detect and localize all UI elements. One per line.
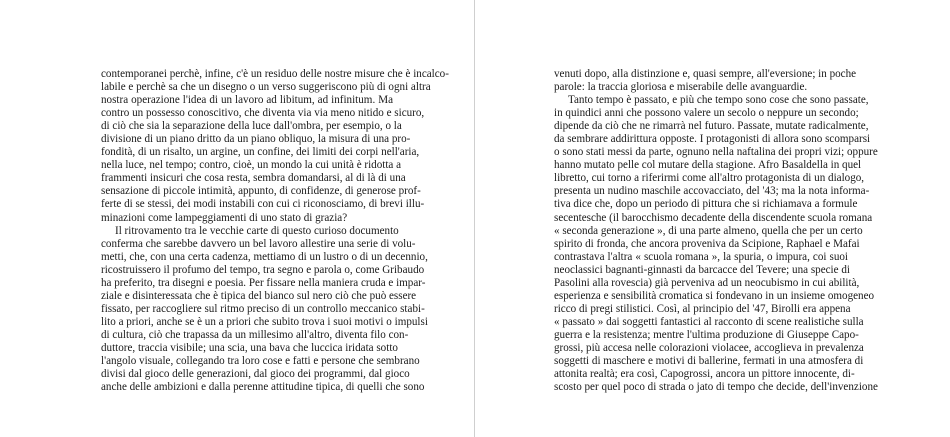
text-line: soggetti di maschere e motivi di ballerine, fermati in una atmosfera di (554, 355, 864, 368)
text-line: Pasolini alla rovescia) già perveniva ad un neocubismo in cui abilità, (554, 276, 860, 289)
text-line: l'angolo visuale, collegando tra loro cose e fatti e persone che sembrano (101, 355, 420, 368)
text-line: presenta un nudino maschile accovacciato, del '43; ma la nota informa- (554, 185, 870, 198)
text-line: dipende da ciò che ne rimarrà nel futuro. Passate, mutate radicalmente, (554, 120, 869, 133)
text-line: venuti dopo, alla distinzione e, quasi sempre, all'eversione; in poche (554, 68, 857, 80)
text-line: « seconda generazione », di una parte almeno, quella che per un certo (554, 224, 863, 237)
text-line: Tanto tempo è passato, e più che tempo sono cose che sono passate, (568, 94, 869, 107)
text-line: spirito di fronda, che ancora proveniva da Scipione, Raphael e Mafai (554, 237, 860, 250)
text-line: « passato » dai soggetti fantastici al racconto di scene realistiche sulla (554, 315, 864, 328)
text-line: parole: la traccia gloriosa e miserabile delle avanguardie. (554, 81, 808, 94)
text-line: attonita realtà; era così, Capogrossi, ancora un pittore innocente, di- (554, 368, 855, 381)
text-line: duttore, traccia visibile; una scia, una bava che luccica iridata sotto (101, 341, 398, 354)
text-line: nostra operazione l'idea di un lavoro ad libitum, ad infinitum. Ma (101, 94, 393, 107)
text-line: in quindici anni che possono valere un secolo o neppure un secondo; (554, 107, 859, 120)
text-line: divisione di un piano dritto da un piano obliquo, la misura di una pro- (101, 133, 411, 146)
text-line: labile e perchè sa che un disegno o un verso suggeriscono più di ogni altra (101, 81, 431, 94)
left-page-text (101, 68, 449, 394)
text-line: libretto, cui torno a riferirmi come all'altro protagonista di un dialogo, (554, 172, 865, 185)
text-line: nella luce, nel tempo; contro, cioè, un mondo la cui unità è ridotta a (101, 159, 402, 172)
text-line: sensazione di piccole intimità, appunto, di confidenze, di generose prof- (101, 185, 421, 198)
text-line: scosto per quel poco di strada o jato di tempo che decide, dell'invenzione (554, 381, 878, 394)
text-line: contemporanei perchè, infine, c'è un residuo delle nostre misure che è incalco- (101, 68, 449, 80)
text-line: di ciò che sia la separazione della luce dall'ombra, per esempio, o la (101, 120, 402, 133)
text-line: frammenti insicuri che cosa resta, sembra domandarsi, al di là di una (101, 172, 406, 185)
text-line: lito a priori, anche se è un a priori che subito trova i suoi motivi o impulsi (101, 315, 428, 328)
left-page (0, 0, 474, 437)
text-line: ricostruissero il profumo del tempo, tra segno e parola o, come Gribaudo (101, 263, 425, 276)
text-line: grossi, più accesa nelle colorazioni violacee, accoglieva in prevalenza (554, 341, 864, 354)
text-line: esperienza e sensibilità cromatica si fondevano in un insieme omogeneo (554, 289, 875, 302)
text-line: ha preferito, tra disegni e poesia. Per fissare nella maniera cruda e impar- (101, 276, 426, 289)
text-line: fondità, di un risalto, un argine, un confine, dei limiti dei corpi nell'aria, (101, 146, 420, 159)
text-line: neoclassici bagnanti-ginnasti da barcacce del Tevere; una specie di (554, 263, 850, 276)
right-page-text (554, 68, 878, 394)
text-line: contrastava l'altra « scuola romana », la spuria, o impura, coi suoi (554, 250, 848, 263)
text-line: guerra e la resistenza; mentre l'ultima produzione di Giuseppe Capo- (554, 328, 859, 341)
text-line: contro un possesso conoscitivo, che diventa via via meno nitido e sicuro, (101, 107, 425, 120)
text-line: fissato, per raccogliere sul ritmo preciso di un controllo meccanico stabi- (101, 302, 425, 315)
text-line: Il ritrovamento tra le vecchie carte di questo curioso documento (115, 224, 399, 237)
text-line: secentesche (il barocchismo decadente della discendente scuola romana (554, 211, 873, 224)
text-line: ricco di pregi stilistici. Così, al principio del '47, Birolli era appena (554, 302, 851, 315)
text-line: metti, che, con una certa cadenza, mettiamo di un lustro o di un decennio, (101, 250, 428, 263)
text-line: da sembrare addirittura opposte. I protagonisti di allora sono scomparsi (554, 133, 871, 146)
text-line: hanno mutato pelle col mutare della stagione. Afro Basaldella in quel (554, 159, 862, 172)
text-line: conferma che sarebbe davvero un bel lavoro allestire una serie di volu- (101, 237, 416, 250)
right-page (475, 0, 950, 437)
text-line: o sono stati messi da parte, ognuno nella naftalina dei propri vizi; oppure (554, 146, 878, 159)
text-line: divisi dal gioco delle generazioni, dal gioco dei programmi, dal gioco (101, 368, 410, 381)
text-line: ferte di se stessi, dei modi instabili con cui ci riconosciamo, di brevi illu- (101, 198, 425, 211)
text-line: anche delle ambizioni e dalla perenne attitudine tipica, di quelli che sono (101, 381, 425, 394)
text-line: minazioni come lampeggiamenti di uno stato di grazia? (101, 211, 348, 224)
text-line: di cultura, ciò che trapassa da un millesimo all'altro, diventa filo con- (101, 328, 409, 341)
text-line: tiva dice che, dopo un periodo di pittura che si richiamava a formule (554, 198, 858, 211)
text-line: ziale e disinteressata che è tipica del bianco sul nero ciò che può essere (101, 289, 417, 302)
